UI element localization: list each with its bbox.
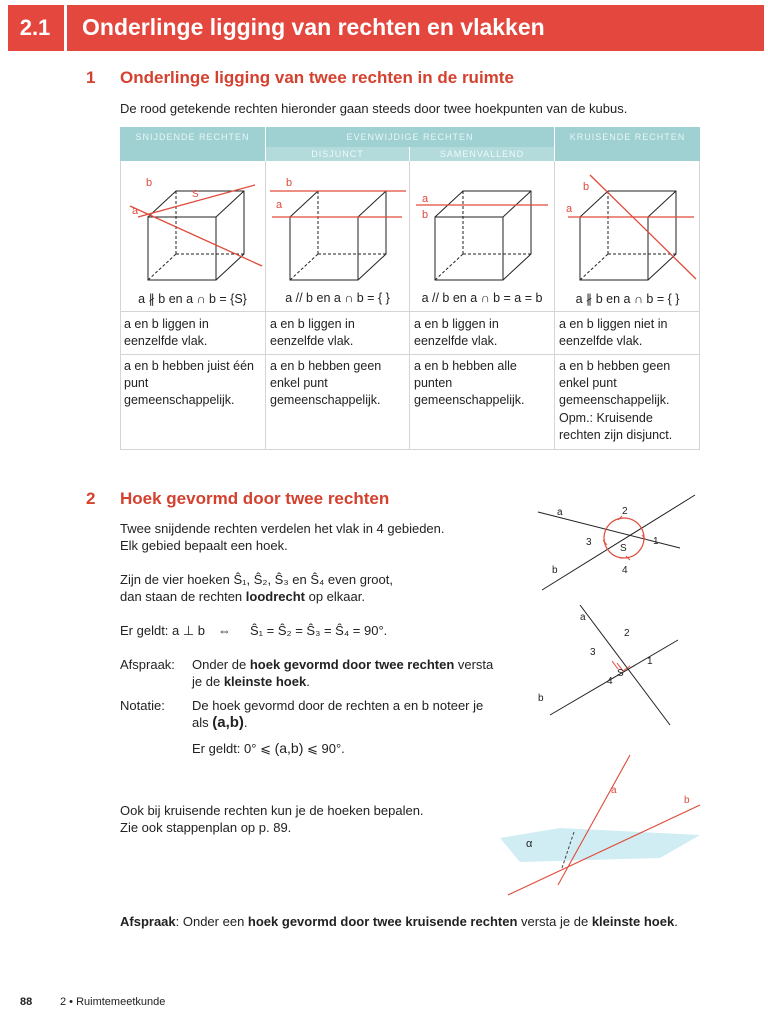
fig3-label-b: b <box>684 795 690 806</box>
fig3-label-a: a <box>611 785 617 796</box>
lines-position-table <box>120 127 700 450</box>
fig1-label-3: 3 <box>586 537 592 548</box>
afspraak-line1: Onder de hoek gevormd door twee rechten versta <box>192 657 494 672</box>
grid-line <box>120 449 700 450</box>
section-2-title: Hoek gevormd door twee rechten <box>120 489 390 508</box>
header-disjoint: DISJUNCT <box>266 147 409 161</box>
label-b: b <box>286 177 293 189</box>
page-number: 88 <box>20 996 33 1008</box>
fig2-label-3: 3 <box>590 647 596 658</box>
row2-skew-note: Opm.: Kruisende rechten zijn disjunct. <box>559 411 673 442</box>
formula-skew: a ∦ b en a ∩ b = { } <box>575 292 680 306</box>
grid-line <box>120 311 700 312</box>
label-a: a <box>132 205 139 217</box>
row2-skew: a en b hebben geen enkel punt gemeenschappelijk. <box>559 359 671 407</box>
chapter-title: Onderlinge ligging van rechten en vlakken <box>82 14 545 40</box>
label-a: a <box>276 199 283 211</box>
label-a: a <box>422 193 429 205</box>
footer-chapter: 2 • Ruimtemeetkunde <box>60 996 166 1008</box>
fig2-label-b: b <box>538 693 544 704</box>
s2-geldt-arrow: ⇔ <box>218 623 231 638</box>
fig1-label-b: b <box>552 565 558 576</box>
label-b: b <box>583 181 590 193</box>
header-coincident: SAMENVALLEND <box>410 147 554 161</box>
fig3-label-alpha: α <box>526 838 533 850</box>
fig2-label-1: 1 <box>647 656 653 667</box>
formula-coincident: a // b en a ∩ b = a = b <box>421 291 543 305</box>
fig2-line-b <box>550 640 678 715</box>
section-1-number: 1 <box>86 68 96 87</box>
fig2-label-S: S <box>617 668 624 679</box>
notatie-line3: Er geldt: 0° ⩽ (a,b) ⩽ 90°. <box>192 740 345 756</box>
section-1-title: Onderlinge ligging van twee rechten in de ruimte <box>120 68 514 87</box>
header-fill-right <box>555 147 700 161</box>
afspraak-line2: je de kleinste hoek. <box>192 674 310 689</box>
header-intersecting: SNIJDENDE RECHTEN <box>120 127 265 147</box>
fig2-label-4: 4 <box>607 676 613 687</box>
s2-paragraph2-line2: dan staan de rechten loodrecht op elkaar. <box>120 589 365 604</box>
header-parallel: EVENWIJDIGE RECHTEN <box>266 127 554 147</box>
cube-skew <box>580 191 676 280</box>
fig1-label-2: 2 <box>622 506 628 517</box>
fig1-label-1: 1 <box>653 536 659 547</box>
fig1-label-4: 4 <box>622 565 628 576</box>
row1-skew: a en b liggen niet in eenzelfde vlak. <box>559 317 668 348</box>
formula-intersecting: a ∦ b en a ∩ b = {S} <box>138 292 247 306</box>
notatie-label: Notatie: <box>120 698 165 713</box>
s2-geldt-right: Ŝ₁ = Ŝ₂ = Ŝ₃ = Ŝ₄ = 90°. <box>250 623 388 638</box>
fig1-label-a: a <box>557 507 563 518</box>
kruisend-line1: Ook bij kruisende rechten kun je de hoeken bepalen. <box>120 803 424 818</box>
fig2-line-a <box>580 605 670 725</box>
formula-disjoint: a // b en a ∩ b = { } <box>285 291 390 305</box>
label-b: b <box>146 177 153 189</box>
row1-disjoint: a en b liggen in eenzelfde vlak. <box>270 317 355 348</box>
kruisend-line2: Zie ook stappenplan op p. 89. <box>120 820 292 835</box>
row2-disjoint: a en b hebben geen enkel punt gemeenschappelijk. <box>270 359 382 407</box>
fig1-label-S: S <box>620 543 627 554</box>
s2-paragraph1-line2: Elk gebied bepaalt een hoek. <box>120 538 288 553</box>
header-fill-left <box>120 147 265 161</box>
fig2-label-a: a <box>580 612 586 623</box>
cube-figures <box>120 161 700 287</box>
chapter-number: 2.1 <box>19 15 51 40</box>
row1-coincident: a en b liggen in eenzelfde vlak. <box>414 317 499 348</box>
cube-disjoint <box>290 191 386 280</box>
label-a: a <box>566 203 573 215</box>
header-skew: KRUISENDE RECHTEN <box>555 127 700 147</box>
row2-coincident: a en b hebben alle punten gemeenschappelijk. <box>414 359 525 407</box>
header-divider <box>64 5 67 51</box>
fig2-label-2: 2 <box>624 628 630 639</box>
section-2-number: 2 <box>86 489 96 508</box>
section-1-intro: De rood getekende rechten hieronder gaan steeds door twee hoekpunten van de kubus. <box>120 101 628 116</box>
line-b-intersecting <box>130 206 262 266</box>
label-b: b <box>422 209 429 221</box>
s2-geldt-left: Er geldt: a ⊥ b <box>120 623 206 638</box>
afspraak-label: Afspraak: <box>120 657 175 672</box>
notatie-line2: als (a,b). <box>192 714 248 731</box>
grid-line <box>120 354 700 355</box>
fig3-line-a <box>558 755 630 885</box>
fig1-line-b <box>542 495 695 590</box>
s2-paragraph1-line1: Twee snijdende rechten verdelen het vlak in 4 gebieden. <box>120 521 445 536</box>
row1-intersecting: a en b liggen in eenzelfde vlak. <box>124 317 209 348</box>
notatie-line1: De hoek gevormd door de rechten a en b noteer je <box>192 698 484 713</box>
final-afspraak: Afspraak: Onder een hoek gevormd door twee kruisende rechten versta je de kleinste hoek. <box>120 914 678 929</box>
s2-paragraph2-line1: Zijn de vier hoeken Ŝ₁, Ŝ₂, Ŝ₃ en Ŝ₄ even groot, <box>120 572 393 587</box>
label-S: S <box>192 189 199 200</box>
row2-intersecting: a en b hebben juist één punt gemeenschappelijk. <box>124 359 254 407</box>
